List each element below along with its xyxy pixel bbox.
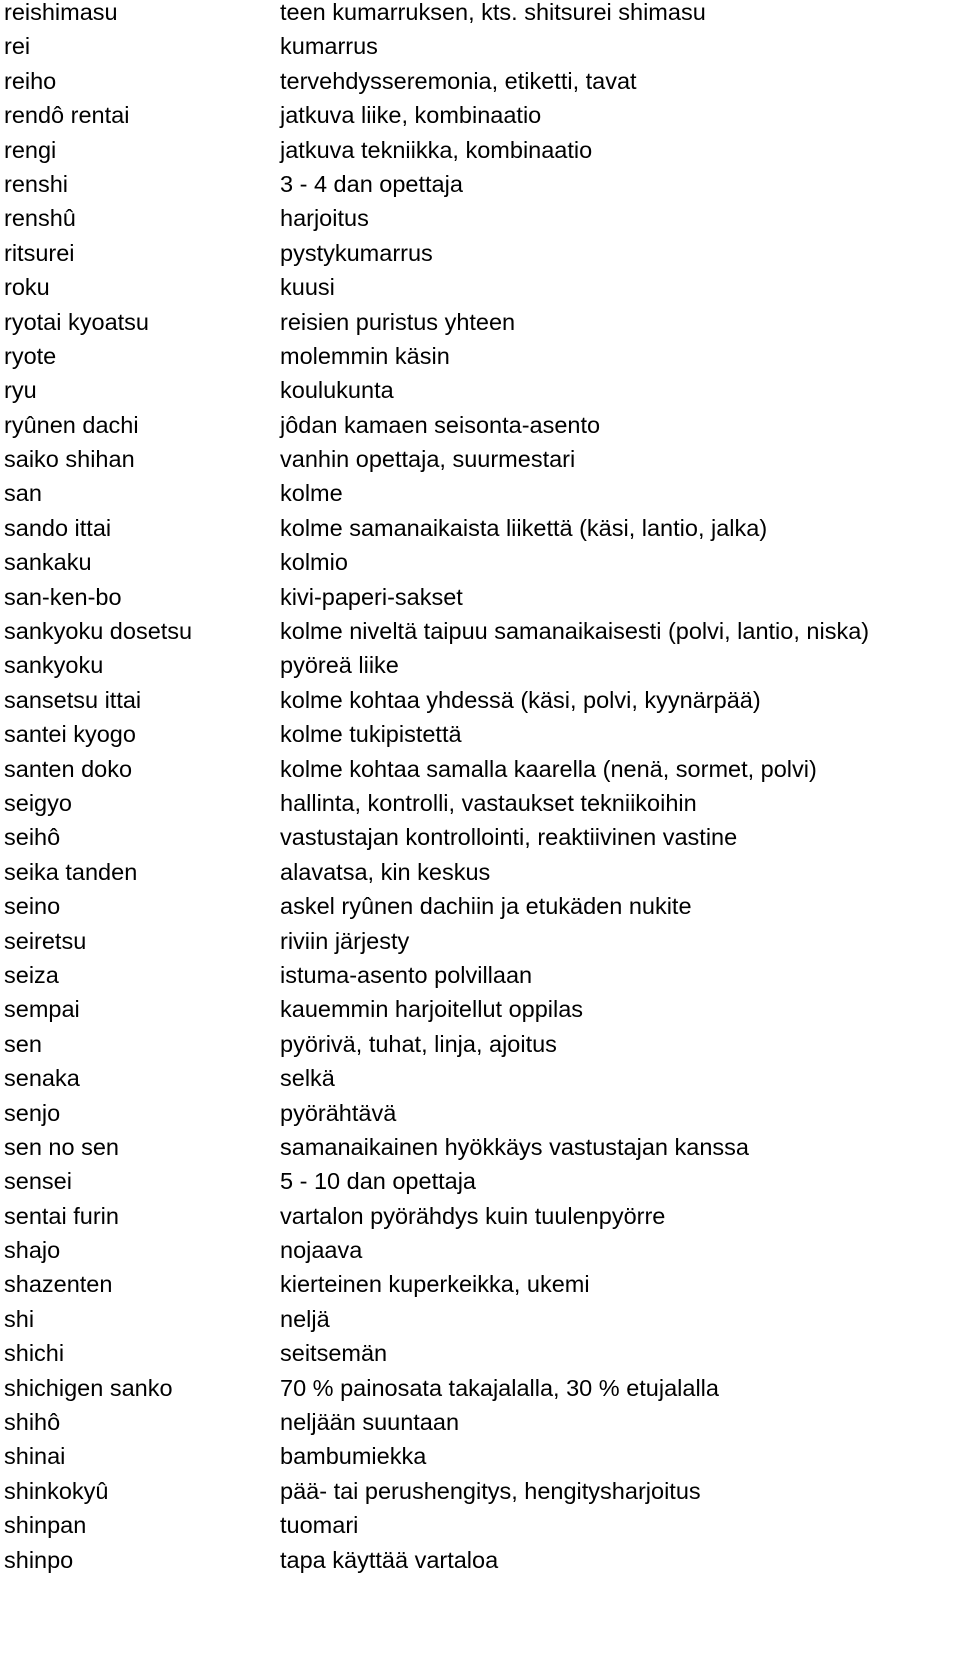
glossary-row [0, 1169, 960, 1203]
glossary-term: shajo [4, 1237, 61, 1264]
glossary-definition: jôdan kamaen seisonta-asento [280, 411, 601, 438]
glossary-row [0, 310, 960, 344]
glossary-definition: bambumiekka [280, 1443, 427, 1470]
glossary-definition: kauemmin harjoitellut oppilas [280, 996, 584, 1023]
glossary-row [0, 1548, 960, 1582]
glossary-definition: pyörähtävä [280, 1099, 397, 1126]
glossary-definition: selkä [280, 1065, 335, 1092]
glossary-definition: neljään suuntaan [280, 1409, 460, 1436]
glossary-term: shazenten [4, 1271, 113, 1298]
glossary-definition: riviin järjesty [280, 927, 410, 954]
glossary-term: seihô [4, 824, 61, 851]
glossary-definition: koulukunta [280, 377, 394, 404]
glossary-row [0, 860, 960, 894]
glossary-term: shichigen sanko [4, 1374, 173, 1401]
glossary-term: saiko shihan [4, 446, 135, 473]
glossary-term: roku [4, 274, 50, 301]
glossary-definition: neljä [280, 1305, 330, 1332]
glossary-definition: askel ryûnen dachiin ja etukäden nukite [280, 893, 692, 920]
glossary-term: sando ittai [4, 514, 112, 541]
glossary-definition: kolme tukipistettä [280, 721, 462, 748]
glossary-row [0, 1513, 960, 1547]
glossary-row [0, 1307, 960, 1341]
glossary-definition: kolme [280, 480, 343, 507]
glossary-term: shichi [4, 1340, 65, 1367]
glossary-term: rendô rentai [4, 102, 130, 129]
glossary-row [0, 1032, 960, 1066]
glossary-row [0, 997, 960, 1031]
glossary-definition: molemmin käsin [280, 342, 450, 369]
glossary-row [0, 1479, 960, 1513]
glossary-row [0, 138, 960, 172]
glossary-definition: nojaava [280, 1237, 363, 1264]
glossary-term: santei kyogo [4, 721, 136, 748]
glossary-row [0, 0, 960, 34]
glossary-term: sentai furin [4, 1202, 119, 1229]
glossary-row [0, 963, 960, 997]
glossary-row [0, 757, 960, 791]
glossary-definition: kolme kohtaa yhdessä (käsi, polvi, kyynärpää) [280, 686, 761, 713]
glossary-definition: tuomari [280, 1512, 359, 1539]
glossary-term: senjo [4, 1099, 61, 1126]
glossary-term: seigyo [4, 789, 72, 816]
glossary-term: shinai [4, 1443, 66, 1470]
glossary-definition: kolme kohtaa samalla kaarella (nenä, sormet, polvi) [280, 755, 817, 782]
glossary-definition: harjoitus [280, 205, 369, 232]
glossary-term: sansetsu ittai [4, 686, 142, 713]
glossary-term: shihô [4, 1409, 61, 1436]
glossary-term: reiho [4, 67, 57, 94]
glossary-term: sen no sen [4, 1133, 119, 1160]
glossary-definition: kolmio [280, 549, 348, 576]
glossary-row [0, 1410, 960, 1444]
glossary-definition: jatkuva liike, kombinaatio [280, 102, 542, 129]
glossary-row [0, 585, 960, 619]
glossary-definition: vastustajan kontrollointi, reaktiivinen vastine [280, 824, 738, 851]
glossary-row [0, 1066, 960, 1100]
glossary-term: seiza [4, 961, 59, 988]
glossary-term: sempai [4, 996, 80, 1023]
glossary-term: sankyoku dosetsu [4, 618, 193, 645]
glossary-definition: 3 - 4 dan opettaja [280, 170, 463, 197]
glossary-definition: pyörivä, tuhat, linja, ajoitus [280, 1030, 557, 1057]
glossary-term: ryu [4, 377, 37, 404]
glossary-row [0, 894, 960, 928]
glossary-term: shinkokyû [4, 1477, 109, 1504]
glossary-row [0, 1101, 960, 1135]
glossary-term: seika tanden [4, 858, 138, 885]
glossary-row [0, 241, 960, 275]
glossary-row [0, 653, 960, 687]
glossary-term: shinpan [4, 1512, 87, 1539]
glossary-term: ryotai kyoatsu [4, 308, 149, 335]
glossary-term: shi [4, 1305, 35, 1332]
glossary-term: senaka [4, 1065, 80, 1092]
glossary-row [0, 1444, 960, 1478]
glossary-term: ritsurei [4, 239, 75, 266]
glossary-term: san-ken-bo [4, 583, 122, 610]
glossary-definition: 5 - 10 dan opettaja [280, 1168, 476, 1195]
glossary-term: ryûnen dachi [4, 411, 139, 438]
glossary-definition: seitsemän [280, 1340, 388, 1367]
glossary-row [0, 1272, 960, 1306]
glossary-definition: vanhin opettaja, suurmestari [280, 446, 576, 473]
glossary-row [0, 481, 960, 515]
glossary-row [0, 69, 960, 103]
glossary-definition: pyöreä liike [280, 652, 399, 679]
glossary-definition: reisien puristus yhteen [280, 308, 516, 335]
glossary-definition: kuusi [280, 274, 335, 301]
glossary-definition: pää- tai perushengitys, hengitysharjoitus [280, 1477, 701, 1504]
glossary-definition: istuma-asento polvillaan [280, 961, 533, 988]
glossary-term: sankaku [4, 549, 92, 576]
glossary-definition: vartalon pyörähdys kuin tuulenpyörre [280, 1202, 666, 1229]
glossary-term: san [4, 480, 42, 507]
glossary-row [0, 1376, 960, 1410]
glossary-row [0, 1135, 960, 1169]
glossary-row [0, 206, 960, 240]
glossary-definition: kumarrus [280, 33, 378, 60]
glossary-term: rengi [4, 136, 57, 163]
glossary-term: rei [4, 33, 31, 60]
glossary-row [0, 825, 960, 859]
glossary-row [0, 688, 960, 722]
glossary-row [0, 1341, 960, 1375]
glossary-row [0, 413, 960, 447]
glossary-term: reishimasu [4, 0, 118, 25]
glossary-definition: kierteinen kuperkeikka, ukemi [280, 1271, 590, 1298]
glossary-term: seiretsu [4, 927, 87, 954]
glossary-definition: hallinta, kontrolli, vastaukset tekniikoihin [280, 789, 697, 816]
glossary-row [0, 516, 960, 550]
glossary-term: renshû [4, 205, 76, 232]
glossary-row [0, 1238, 960, 1272]
glossary-row [0, 103, 960, 137]
glossary-term: sensei [4, 1168, 72, 1195]
glossary-term: seino [4, 893, 61, 920]
glossary-row [0, 619, 960, 653]
glossary-row [0, 172, 960, 206]
glossary-definition: jatkuva tekniikka, kombinaatio [280, 136, 593, 163]
glossary-definition: alavatsa, kin keskus [280, 858, 491, 885]
glossary-definition: 70 % painosata takajalalla, 30 % etujalalla [280, 1374, 719, 1401]
glossary-term: santen doko [4, 755, 133, 782]
glossary-term: ryote [4, 342, 57, 369]
glossary-definition: kivi-paperi-sakset [280, 583, 463, 610]
glossary-definition: kolme niveltä taipuu samanaikaisesti (polvi, lantio, niska) [280, 618, 870, 645]
glossary-definition: pystykumarrus [280, 239, 433, 266]
glossary-row [0, 378, 960, 412]
glossary-term: renshi [4, 170, 69, 197]
glossary-definition: teen kumarruksen, kts. shitsurei shimasu [280, 0, 706, 25]
glossary-row [0, 722, 960, 756]
glossary-row [0, 929, 960, 963]
glossary-row [0, 550, 960, 584]
glossary-definition: tervehdysseremonia, etiketti, tavat [280, 67, 637, 94]
glossary-term: sankyoku [4, 652, 104, 679]
glossary-definition: kolme samanaikaista liikettä (käsi, lantio, jalka) [280, 514, 768, 541]
glossary-row [0, 275, 960, 309]
glossary-row [0, 34, 960, 68]
glossary-term: shinpo [4, 1546, 74, 1573]
glossary-definition: samanaikainen hyökkäys vastustajan kanssa [280, 1133, 749, 1160]
glossary-row [0, 447, 960, 481]
glossary-row [0, 791, 960, 825]
glossary-row [0, 1204, 960, 1238]
glossary-definition: tapa käyttää vartaloa [280, 1546, 499, 1573]
glossary-row [0, 344, 960, 378]
glossary-term: sen [4, 1030, 42, 1057]
